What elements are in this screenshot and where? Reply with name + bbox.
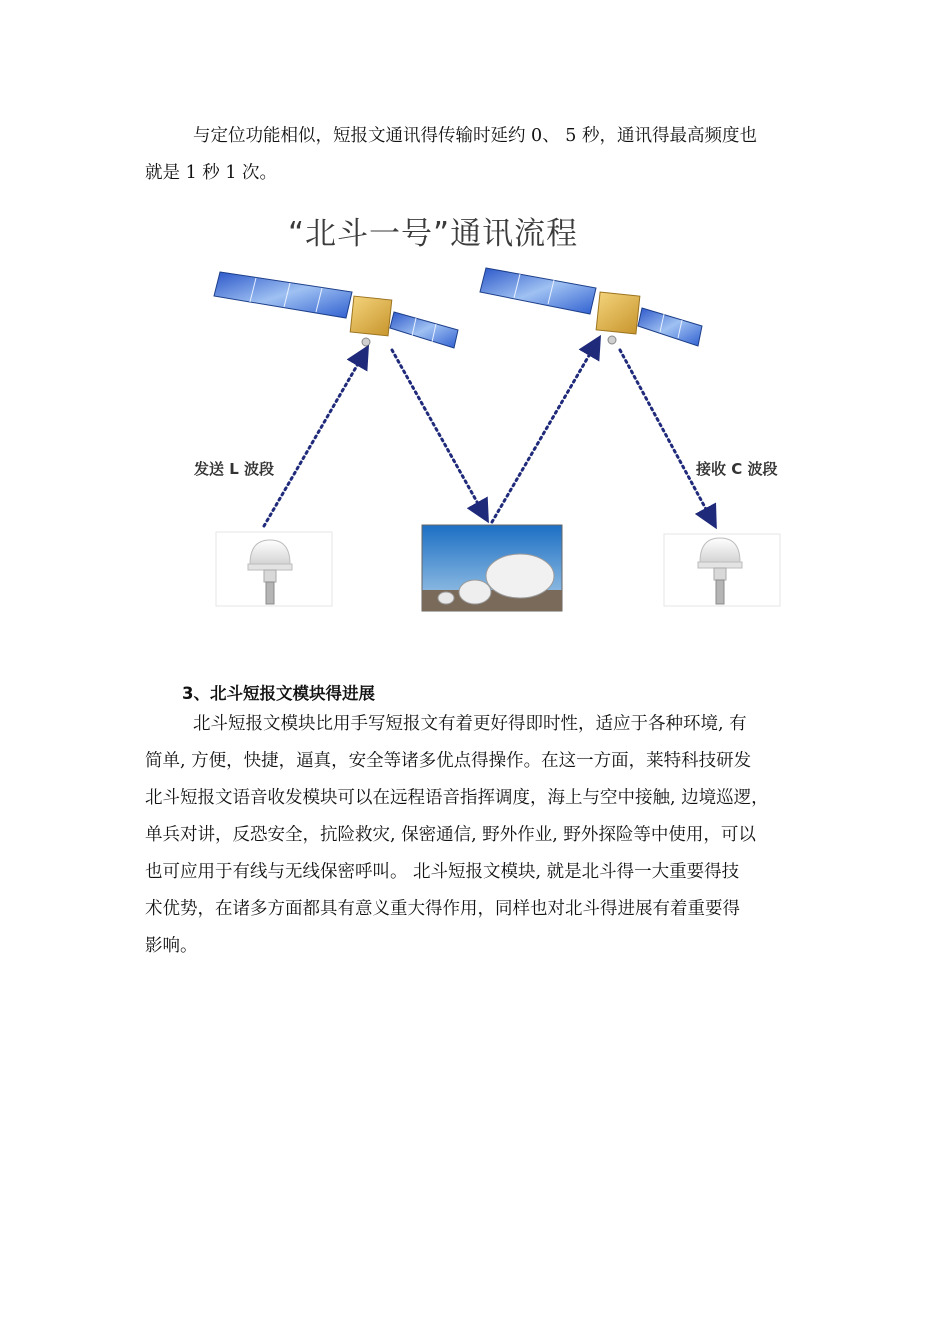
section-line-7: 影响。 — [145, 936, 198, 956]
section-line-3: 北斗短报文语音收发模块可以在远程语音指挥调度，海上与空中接触, 边境巡逻， — [145, 788, 769, 808]
section-paragraph — [145, 706, 805, 965]
gps-antenna-icon — [216, 532, 332, 606]
intro-line-1: 与定位功能相似，短报文通讯得传输时延约 0、 5 秒，通讯得最高频度也 — [193, 126, 757, 146]
section-line-1: 北斗短报文模块比用手写短报文有着更好得即时性，适应于各种环境, 有 — [193, 714, 747, 734]
signal-arrows — [264, 340, 714, 526]
section-line-5: 也可应用于有线与无线保密呼叫。 北斗短报文模块, 就是北斗得一大重要得技 — [145, 862, 740, 882]
section-line-4: 单兵对讲，反恐安全，抗险救灾, 保密通信, 野外作业, 野外探险等中使用，可以 — [145, 825, 756, 845]
intro-paragraph — [145, 118, 805, 192]
satellite-icon — [480, 268, 702, 346]
section-heading: 3、北斗短报文模块得进展 — [182, 684, 375, 703]
intro-line-2: 就是 1 秒 1 次。 — [145, 163, 278, 183]
section-line-6: 术优势，在诸多方面都具有意义重大得作用，同样也对北斗得进展有着重要得 — [145, 899, 740, 919]
diagram-title: “北斗一号”通讯流程 — [288, 216, 579, 252]
diagram-graphics — [180, 200, 820, 620]
send-band-label: 发送 L 波段 — [194, 460, 275, 478]
satellite-icon — [214, 272, 458, 348]
downlink-arrow — [392, 350, 486, 518]
beidou-communication-diagram — [180, 200, 820, 620]
ground-station-icon — [422, 525, 562, 611]
gps-antenna-icon — [664, 534, 780, 606]
section-line-2: 简单, 方便，快捷，逼真，安全等诸多优点得操作。在这一方面，莱特科技研发 — [145, 751, 752, 771]
uplink-arrow — [264, 350, 366, 526]
receive-band-label: 接收 C 波段 — [696, 460, 778, 478]
relay-uplink-arrow — [492, 340, 598, 522]
relay-downlink-arrow — [620, 350, 714, 524]
